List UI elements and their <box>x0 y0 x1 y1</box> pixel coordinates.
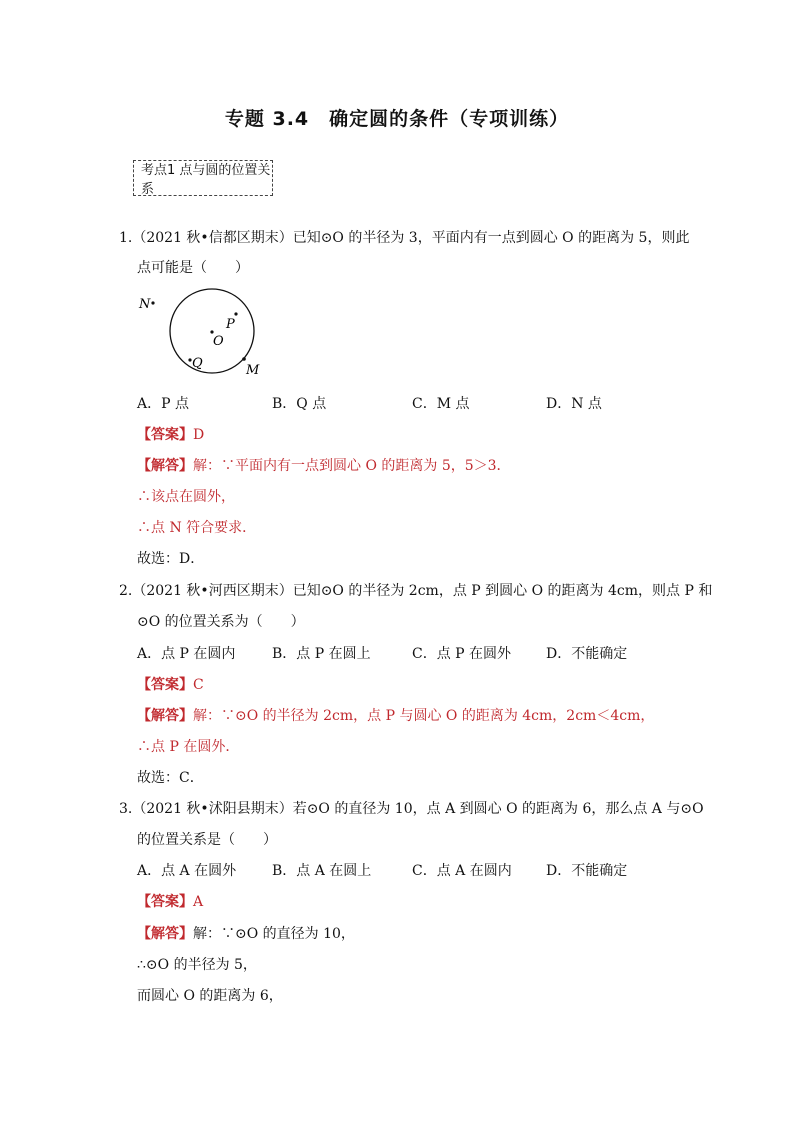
q2-answer-value: C <box>193 677 204 693</box>
page-title: 专题 3.4 确定圆的条件（专项训练） <box>224 108 570 130</box>
q2-answer <box>137 676 204 694</box>
q1-option-c: C．M 点 <box>412 396 470 412</box>
q3-option-c: C．点 A 在圆内 <box>412 863 512 879</box>
q2-option-c: C．点 P 在圆外 <box>412 646 512 662</box>
q1-stem-line2: 点可能是（ ） <box>137 260 249 276</box>
q3-option-d: D．不能确定 <box>546 863 628 879</box>
q3-answer-value: A <box>193 894 204 910</box>
q2-solution-line3: 故选：C． <box>137 770 204 786</box>
q3-solution-text: 解：∵⊙O 的直径为 10， <box>193 926 355 942</box>
label-m: M <box>246 363 260 378</box>
q2-solution-line1 <box>137 707 654 725</box>
point-m <box>242 357 246 361</box>
q2-option-a: A．点 P 在圆内 <box>137 646 236 662</box>
label-q: Q <box>192 356 203 371</box>
point-p <box>234 312 237 315</box>
solution-label: 【解答】 <box>137 926 193 942</box>
q1-solution-line3: ∴点 N 符合要求． <box>137 520 257 536</box>
point-n <box>151 301 154 304</box>
q3-stem-line1: 3.（2021 秋•沭阳县期末）若⊙O 的直径为 10，点 A 到圆心 O 的距离为 6，那么点 A 与⊙O <box>119 801 704 817</box>
q1-answer-value: D <box>193 427 205 443</box>
q3-option-b: B．点 A 在圆上 <box>272 863 372 879</box>
q2-option-b: B．点 P 在圆上 <box>272 646 371 662</box>
q1-solution-line1 <box>137 457 511 475</box>
q1-stem-line1: 1.（2021 秋•信都区期末）已知⊙O 的半径为 3，平面内有一点到圆心 O 的距离为 5，则此 <box>119 230 690 246</box>
solution-label: 【解答】 <box>137 708 193 724</box>
q2-stem-line2: ⊙O 的位置关系为（ ） <box>137 614 305 630</box>
label-o: O <box>213 334 224 349</box>
q2-stem-line1: 2.（2021 秋•河西区期末）已知⊙O 的半径为 2cm，点 P 到圆心 O 的距离为 4cm，则点 P 和 <box>119 583 713 599</box>
answer-label: 【答案】 <box>137 894 193 910</box>
q1-circle-figure <box>130 285 270 385</box>
q1-solution-text: 解：∵平面内有一点到圆心 O 的距离为 5，5＞3． <box>193 458 511 474</box>
q3-stem-line2: 的位置关系是（ ） <box>137 832 277 848</box>
section-heading: 考点1 点与圆的位置关系 <box>141 163 271 197</box>
section-heading-box <box>133 160 273 196</box>
label-n: N <box>139 297 151 312</box>
q3-solution-line1 <box>137 925 355 943</box>
q2-solution-line2: ∴点 P 在圆外． <box>137 739 240 755</box>
solution-label: 【解答】 <box>137 458 193 474</box>
answer-label: 【答案】 <box>137 677 193 693</box>
q1-option-a: A．P 点 <box>137 396 189 412</box>
label-p: P <box>226 317 235 332</box>
answer-label: 【答案】 <box>137 427 193 443</box>
q1-option-d: D．N 点 <box>546 396 602 412</box>
q3-answer <box>137 893 203 911</box>
q1-answer <box>137 426 204 444</box>
q1-solution-line2: ∴该点在圆外， <box>137 489 235 505</box>
q1-option-b: B．Q 点 <box>272 396 327 412</box>
q3-solution-line2: ∴⊙O 的半径为 5， <box>137 957 257 973</box>
q2-option-d: D．不能确定 <box>546 646 628 662</box>
q2-solution-text: 解：∵⊙O 的半径为 2cm，点 P 与圆心 O 的距离为 4cm，2cm＜4cm， <box>193 708 655 724</box>
q1-solution-line4: 故选：D． <box>137 551 205 567</box>
q3-solution-line3: 而圆心 O 的距离为 6， <box>137 988 283 1004</box>
q3-option-a: A．点 A 在圆外 <box>137 863 237 879</box>
